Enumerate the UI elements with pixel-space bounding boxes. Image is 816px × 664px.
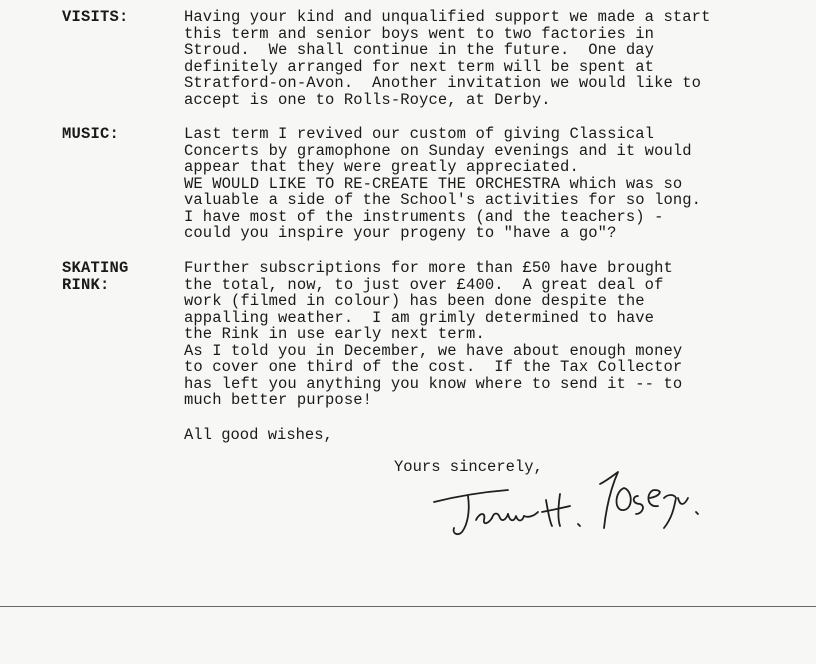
text-line: definitely arranged for next term will be spent at <box>184 57 655 76</box>
text-line: Concerts by gramophone on Sunday evenings and it would <box>184 141 692 160</box>
text-line: has left you anything you know where to send it -- to <box>184 374 683 393</box>
text-line: appear that they were greatly appreciated. <box>184 158 579 176</box>
text-line: valuable a side of the School's activities for so long. <box>184 191 702 209</box>
section-body-skating-rink <box>184 260 804 409</box>
page-edge-line <box>0 606 816 607</box>
text-line: Stratford-on-Avon. Another invitation we would like to <box>184 74 702 92</box>
text-line: As I told you in December, we have about enough money <box>184 341 683 360</box>
handwritten-signature <box>428 462 718 542</box>
text-line: accept is one to Rolls-Royce, at Derby. <box>184 90 551 109</box>
closing-salutation: Yours sincerely, <box>394 458 543 476</box>
text-line: WE WOULD LIKE TO RE-CREATE THE ORCHESTRA which was so <box>184 174 683 193</box>
text-line: much better purpose! <box>184 391 373 409</box>
text-line: Further subscriptions for more than £50 have brought <box>184 259 673 277</box>
text-line: to cover one third of the cost. If the Tax Collector <box>184 358 683 376</box>
text-line: this term and senior boys went to two factories in <box>184 24 655 43</box>
section-body-visits <box>184 9 804 108</box>
text-line: work (filmed in colour) has been done despite the <box>184 292 645 310</box>
text-line: Stroud. We shall continue in the future. One day <box>184 41 655 59</box>
text-line: the Rink in use early next term. <box>184 325 485 343</box>
good-wishes-line: All good wishes, <box>184 426 333 444</box>
section-label-skating-rink: SKATING RINK: <box>62 259 129 294</box>
text-line: could you inspire your progeny to "have a go"? <box>184 224 617 242</box>
text-line: Having your kind and unqualified support we made a start <box>184 8 711 26</box>
section-body-music <box>184 126 804 242</box>
section-label-music: MUSIC: <box>62 125 120 143</box>
text-line: appalling weather. I am grimly determined to have <box>184 308 655 327</box>
text-line: I have most of the instruments (and the teachers) - <box>184 207 664 226</box>
section-label-visits: VISITS: <box>62 8 129 26</box>
text-line: Last term I revived our custom of giving Classical <box>184 125 655 143</box>
text-line: the total, now, to just over £400. A great deal of <box>184 275 664 294</box>
